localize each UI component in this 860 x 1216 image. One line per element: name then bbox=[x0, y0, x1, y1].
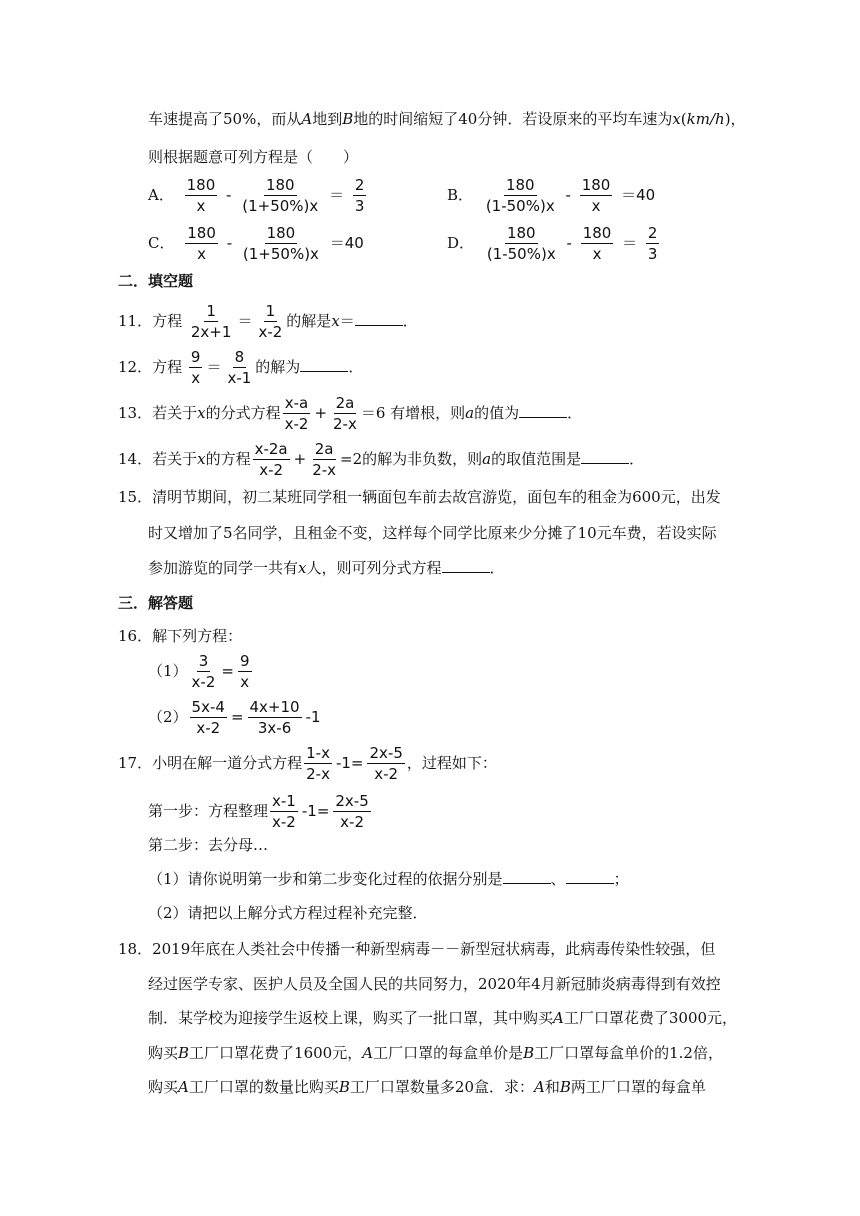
question-number: 11． bbox=[118, 312, 153, 330]
operator: + bbox=[293, 450, 307, 468]
question-number: 12． bbox=[118, 358, 153, 376]
fraction bbox=[646, 226, 660, 262]
numerator: 2a bbox=[314, 440, 334, 458]
var-a: a bbox=[482, 450, 492, 468]
part-label: （1） bbox=[148, 662, 188, 680]
fraction bbox=[185, 178, 218, 214]
denominator: 2-x bbox=[306, 765, 330, 783]
numerator: 9 bbox=[190, 348, 201, 366]
numerator: 4x+10 bbox=[249, 698, 300, 716]
option-a bbox=[148, 178, 368, 214]
section-title-fill-in: 二．填空题 bbox=[118, 272, 194, 290]
var-x: x bbox=[672, 110, 681, 128]
numerator: 2a bbox=[335, 394, 355, 412]
text: 地到 bbox=[312, 110, 343, 128]
text: 解下列方程： bbox=[152, 627, 243, 645]
text: ． bbox=[402, 312, 418, 330]
text: ＝6 有增根，则 bbox=[360, 404, 466, 422]
fraction bbox=[581, 226, 614, 262]
text: ． bbox=[348, 358, 364, 376]
numerator: 3 bbox=[198, 652, 209, 670]
text: 工厂口罩的每盒单价是 bbox=[373, 1044, 524, 1062]
text: ( bbox=[680, 110, 687, 128]
q16 bbox=[118, 625, 242, 647]
fraction bbox=[189, 350, 203, 386]
operator: - bbox=[565, 186, 571, 204]
denominator: x bbox=[191, 369, 201, 387]
fraction bbox=[485, 226, 558, 262]
var-A: A bbox=[301, 110, 313, 128]
var-x: x bbox=[298, 559, 307, 577]
numerator: 2x-5 bbox=[335, 792, 369, 810]
var-A: A bbox=[553, 1009, 564, 1027]
question-number: 14． bbox=[118, 450, 153, 468]
var-A: A bbox=[534, 1078, 545, 1096]
denominator: 3 bbox=[647, 245, 658, 263]
text: 和 bbox=[544, 1078, 560, 1096]
fraction bbox=[189, 304, 234, 340]
var-B: B bbox=[559, 1078, 571, 1096]
fraction bbox=[225, 350, 253, 386]
operator: ＝ bbox=[622, 234, 638, 252]
denominator: x bbox=[240, 673, 250, 691]
denominator: 2-x bbox=[333, 415, 357, 433]
answer-blank[interactable] bbox=[503, 869, 551, 884]
section-title-solve: 三．解答题 bbox=[118, 594, 194, 612]
operator: ＝ bbox=[206, 358, 222, 376]
operator: ＝40 bbox=[329, 234, 364, 252]
text: 小明在解一道分式方程 bbox=[152, 754, 303, 772]
denominator: x-2 bbox=[374, 765, 399, 783]
question-number: 16． bbox=[118, 627, 153, 645]
denominator: (1-50%)x bbox=[486, 245, 556, 263]
answer-blank[interactable] bbox=[519, 403, 567, 418]
var-A: A bbox=[178, 1078, 189, 1096]
fraction bbox=[238, 654, 252, 690]
text: 车速提高了50%，而从 bbox=[148, 110, 302, 128]
fraction bbox=[185, 226, 218, 262]
q18-line5 bbox=[148, 1076, 706, 1098]
var-B: B bbox=[342, 110, 354, 128]
text: 工厂口罩的数量比购买 bbox=[188, 1078, 339, 1096]
text: 工厂口罩花费了1600元， bbox=[189, 1044, 363, 1062]
numerator: 180 bbox=[582, 224, 612, 242]
fraction bbox=[484, 178, 557, 214]
fraction bbox=[283, 396, 311, 432]
var-x: x bbox=[331, 312, 340, 330]
numerator: 2x-5 bbox=[369, 744, 403, 762]
q17 bbox=[118, 746, 497, 782]
denominator: x bbox=[197, 245, 207, 263]
q18-line3 bbox=[148, 1007, 737, 1029]
q15-line2: 时又增加了5名同学，且租金不变，这样每个同学比原来少分摊了10元车费，若设实际 bbox=[148, 524, 717, 542]
q18-line2: 经过医学专家、医护人员及全国人民的共同努力，2020年4月新冠肺炎病毒得到有效控 bbox=[148, 975, 721, 993]
option-label: D． bbox=[447, 234, 475, 252]
text: 的方程 bbox=[205, 450, 251, 468]
fraction bbox=[240, 178, 320, 214]
fraction bbox=[353, 178, 367, 214]
operator: ＝ bbox=[329, 186, 345, 204]
q17-step1 bbox=[148, 794, 373, 830]
fraction bbox=[190, 654, 218, 690]
var-x: x bbox=[197, 450, 206, 468]
operator: = bbox=[221, 662, 234, 680]
numerator: 180 bbox=[266, 224, 296, 242]
numerator: 9 bbox=[239, 652, 250, 670]
numerator: 8 bbox=[234, 348, 245, 366]
fraction bbox=[333, 794, 370, 830]
fraction bbox=[270, 794, 298, 830]
option-d bbox=[447, 226, 661, 262]
denominator: x-1 bbox=[227, 369, 252, 387]
text: )， bbox=[724, 110, 746, 128]
var-B: B bbox=[523, 1044, 535, 1062]
var-B: B bbox=[338, 1078, 350, 1096]
denominator: (1-50%)x bbox=[485, 197, 555, 215]
fraction bbox=[256, 304, 284, 340]
fraction bbox=[367, 746, 404, 782]
answer-blank[interactable] bbox=[300, 357, 348, 372]
text: ； bbox=[613, 870, 629, 888]
fraction bbox=[248, 700, 302, 736]
q14 bbox=[118, 442, 644, 478]
denominator: x bbox=[591, 197, 601, 215]
q17-step2: 第二步：去分母… bbox=[148, 836, 269, 854]
text: 的取值范围是 bbox=[491, 450, 582, 468]
operator: = bbox=[230, 708, 244, 726]
denominator: x-2 bbox=[340, 813, 364, 831]
text: 两工厂口罩的每盒单 bbox=[570, 1078, 706, 1096]
option-c bbox=[148, 226, 366, 262]
fraction bbox=[304, 746, 332, 782]
var-A: A bbox=[362, 1044, 374, 1062]
q15-line3 bbox=[148, 557, 505, 579]
operator: -1 bbox=[305, 708, 321, 726]
text: =2的解为非负数，则 bbox=[340, 450, 483, 468]
option-label: A． bbox=[148, 186, 174, 204]
q18-line1 bbox=[118, 938, 715, 960]
q12 bbox=[118, 350, 363, 386]
q17-sub1 bbox=[148, 868, 629, 890]
operator: -1= bbox=[335, 754, 364, 772]
text: 工厂口罩每盒单价的1.2倍， bbox=[534, 1044, 723, 1062]
numerator: 180 bbox=[186, 176, 216, 194]
text: 地的时间缩短了40分钟．若设原来的平均车速为 bbox=[353, 110, 673, 128]
q16-part1 bbox=[148, 654, 254, 690]
numerator: 5x-4 bbox=[191, 698, 225, 716]
denominator: x bbox=[592, 245, 602, 263]
option-label: B． bbox=[447, 186, 474, 204]
answer-blank[interactable] bbox=[442, 558, 490, 573]
numerator: x-a bbox=[284, 394, 309, 412]
operator: -1= bbox=[301, 802, 330, 820]
fraction bbox=[310, 442, 338, 478]
numerator: 1-x bbox=[306, 744, 330, 762]
numerator: x-1 bbox=[272, 792, 296, 810]
q10-line1 bbox=[148, 108, 746, 130]
denominator: x-2 bbox=[272, 813, 296, 831]
var-B: B bbox=[178, 1044, 190, 1062]
denominator: (1+50%)x bbox=[242, 245, 319, 263]
answer-blank[interactable] bbox=[355, 311, 403, 326]
operator: ＝ bbox=[237, 312, 253, 330]
q17-sub2: （2）请把以上解分式方程过程补充完整． bbox=[148, 904, 428, 922]
fraction bbox=[253, 442, 290, 478]
unit: km/h bbox=[686, 110, 725, 128]
denominator: x-2 bbox=[191, 673, 216, 691]
text: 若关于 bbox=[152, 450, 198, 468]
text: 清明节期间，初二某班同学租一辆面包车前去故宫游览，面包车的租金为600元，出发 bbox=[152, 488, 721, 506]
text: 工厂口罩数量多20盒．求： bbox=[349, 1078, 534, 1096]
numerator: 180 bbox=[505, 176, 535, 194]
numerator: 180 bbox=[265, 176, 295, 194]
var-a: a bbox=[465, 404, 475, 422]
question-number: 18． bbox=[118, 940, 153, 958]
text: 、 bbox=[550, 870, 566, 888]
numerator: 2 bbox=[354, 176, 365, 194]
operator: - bbox=[226, 234, 233, 252]
question-number: 15． bbox=[118, 488, 153, 506]
q15-line1 bbox=[118, 486, 721, 508]
q13 bbox=[118, 396, 582, 432]
denominator: x-2 bbox=[196, 719, 221, 737]
denominator: 2-x bbox=[312, 461, 337, 479]
operator: - bbox=[226, 186, 232, 204]
numerator: 1 bbox=[265, 302, 276, 320]
var-x: x bbox=[197, 404, 206, 422]
option-b bbox=[447, 178, 657, 214]
denominator: 3x-6 bbox=[257, 719, 292, 737]
numerator: 180 bbox=[187, 224, 216, 242]
question-number: 17． bbox=[118, 754, 153, 772]
option-label: C． bbox=[148, 234, 175, 252]
text: （1）请你说明第一步和第二步变化过程的依据分别是 bbox=[148, 870, 503, 888]
denominator: x-2 bbox=[259, 461, 284, 479]
text: ． bbox=[489, 559, 505, 577]
numerator: 180 bbox=[581, 176, 611, 194]
answer-blank[interactable] bbox=[581, 449, 629, 464]
denominator: x-2 bbox=[258, 323, 283, 341]
q18-line4 bbox=[148, 1042, 723, 1064]
text: 若关于 bbox=[152, 404, 198, 422]
fraction bbox=[190, 700, 227, 736]
denominator: x-2 bbox=[284, 415, 309, 433]
denominator: (1+50%)x bbox=[242, 197, 319, 215]
text: 制．某学校为迎接学生返校上课，购买了一批口罩，其中购买 bbox=[148, 1009, 554, 1027]
numerator: x-2a bbox=[254, 440, 288, 458]
text: ． bbox=[629, 450, 645, 468]
text: 2019年底在人类社会中传播一种新型病毒－－新型冠状病毒，此病毒传染性较强，但 bbox=[152, 940, 716, 958]
text: 参加游览的同学一共有 bbox=[148, 559, 299, 577]
numerator: 2 bbox=[647, 224, 658, 242]
numerator: 1 bbox=[206, 302, 216, 320]
text: 方程 bbox=[152, 358, 183, 376]
text: 的值为 bbox=[474, 404, 520, 422]
text: ＝ bbox=[339, 312, 355, 330]
q16-part2 bbox=[148, 700, 323, 736]
text: 方程 bbox=[152, 312, 183, 330]
text: 工厂口罩花费了3000元， bbox=[563, 1009, 738, 1027]
denominator: 3 bbox=[354, 197, 365, 215]
operator: - bbox=[566, 234, 572, 252]
fraction bbox=[241, 226, 321, 262]
denominator: x bbox=[196, 197, 206, 215]
text: 人，则可列分式方程 bbox=[306, 559, 442, 577]
text: 的解是 bbox=[286, 312, 332, 330]
text: 的分式方程 bbox=[205, 404, 281, 422]
answer-blank[interactable] bbox=[566, 869, 614, 884]
operator: ＝40 bbox=[621, 186, 656, 204]
denominator: 2x+1 bbox=[190, 323, 232, 341]
text: 购买 bbox=[148, 1078, 179, 1096]
text: 的解为 bbox=[255, 358, 301, 376]
q11 bbox=[118, 304, 418, 340]
numerator: 180 bbox=[506, 224, 536, 242]
text: 购买 bbox=[148, 1044, 179, 1062]
q10-line2: 则根据题意可列方程是（ ） bbox=[148, 148, 359, 166]
operator: + bbox=[314, 404, 328, 422]
part-label: （2） bbox=[148, 708, 188, 726]
question-number: 13． bbox=[118, 404, 153, 422]
text: 第一步：方程整理 bbox=[148, 802, 269, 820]
text: ． bbox=[567, 404, 583, 422]
fraction bbox=[580, 178, 613, 214]
fraction bbox=[331, 396, 359, 432]
text: ，过程如下： bbox=[406, 754, 497, 772]
